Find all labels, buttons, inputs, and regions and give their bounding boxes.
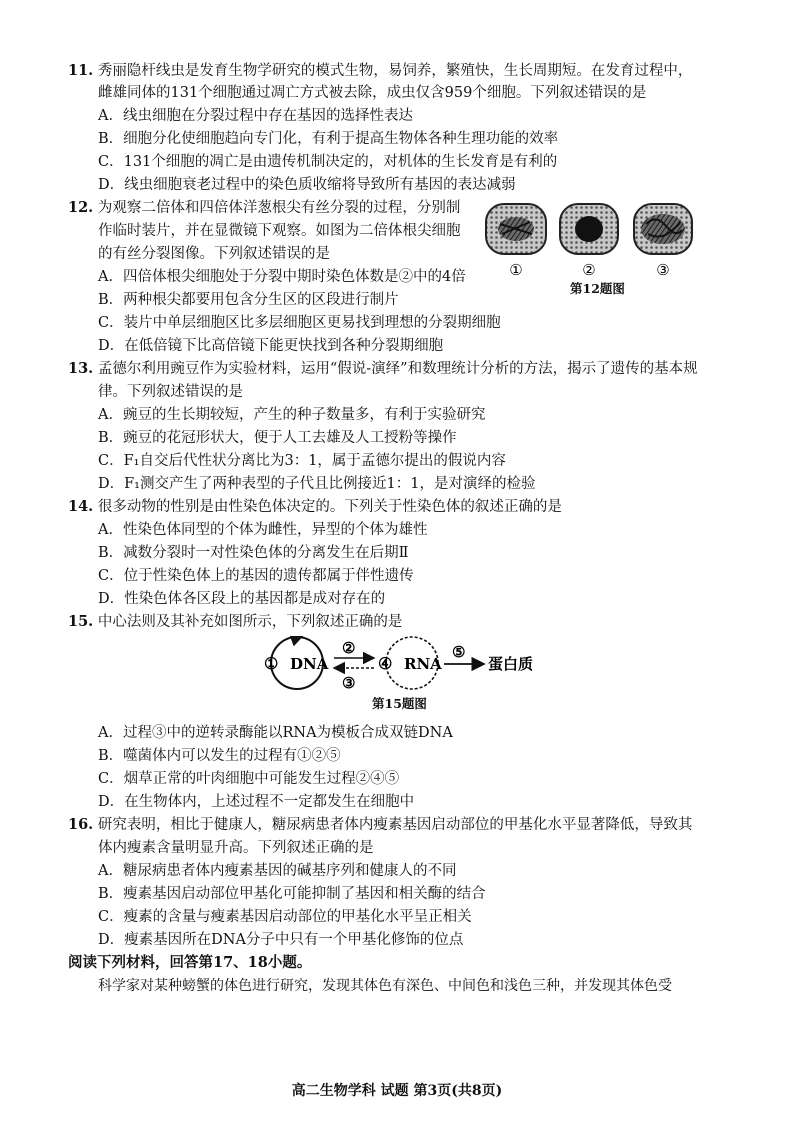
- central-dogma-diagram: [252, 636, 552, 694]
- rna-label: RNA: [404, 655, 442, 673]
- q12-option-c[interactable]: C．装片中单层细胞区比多层细胞区更易找到理想的分裂期细胞: [98, 315, 501, 331]
- q12-stem-cont1: 作临时装片，并在显微镜下观察。如图为二倍体根尖细胞: [98, 223, 461, 239]
- q11-stem-cont: 雌雄同体的131个细胞通过凋亡方式被去除，成虫仅含959个细胞。下列叙述错误的是: [98, 85, 647, 101]
- cell-image-2: [560, 204, 618, 254]
- q13-option-c[interactable]: C．F₁自交后代性状分离比为3：1，属于孟德尔提出的假说内容: [98, 453, 506, 469]
- process-5-label: ⑤: [452, 643, 466, 661]
- page-footer: 高二生物学科 试题 第3页(共8页): [291, 1083, 503, 1099]
- q12-option-a[interactable]: A．四倍体根尖细胞处于分裂中期时染色体数是②中的4倍: [98, 269, 466, 285]
- process-4-label: ④: [378, 654, 393, 673]
- q11-option-c[interactable]: C．131个细胞的凋亡是由遗传机制决定的，对机体的生长发育是有利的: [98, 154, 558, 170]
- cell-label-3: ③: [656, 261, 670, 279]
- q11-option-d[interactable]: D．线虫细胞衰老过程中的染色质收缩将导致所有基因的表达减弱: [98, 177, 516, 193]
- q14-option-a[interactable]: A．性染色体同型的个体为雌性，异型的个体为雄性: [98, 522, 428, 538]
- q14-option-d[interactable]: D．性染色体各区段上的基因都是成对存在的: [98, 591, 386, 607]
- q15-option-a[interactable]: A．过程③中的逆转录酶能以RNA为模板合成双链DNA: [98, 725, 453, 741]
- q14-stem: 14. 很多动物的性别是由性染色体决定的。下列关于性染色体的叙述正确的是: [68, 498, 562, 515]
- process-1-label: ①: [264, 654, 279, 673]
- reading-text: 科学家对某种螃蟹的体色进行研究，发现其体色有深色、中间色和浅色三种，并发现其体色受: [98, 978, 672, 994]
- q15-option-b[interactable]: B．噬菌体内可以发生的过程有①②⑤: [98, 748, 341, 764]
- q15-option-d[interactable]: D．在生物体内，上述过程不一定都发生在细胞中: [98, 794, 415, 810]
- q15-stem: 15. 中心法则及其补充如图所示，下列叙述正确的是: [68, 613, 403, 630]
- q14-option-c[interactable]: C．位于性染色体上的基因的遗传都属于伴性遗传: [98, 568, 414, 584]
- q16-option-a[interactable]: A．糖尿病患者体内瘦素基因的碱基序列和健康人的不同: [98, 863, 457, 879]
- q11-option-b[interactable]: B．细胞分化使细胞趋向专门化，有利于提高生物体各种生理功能的效率: [98, 131, 559, 147]
- q15-option-c[interactable]: C．烟草正常的叶肉细胞中可能发生过程②④⑤: [98, 771, 400, 787]
- q13-stem-cont: 律。下列叙述错误的是: [98, 384, 243, 400]
- q14-option-b[interactable]: B．减数分裂时一对性染色体的分离发生在后期Ⅱ: [98, 545, 409, 561]
- q12-stem-cont2: 的有丝分裂图像。下列叙述错误的是: [98, 246, 330, 262]
- q13-option-a[interactable]: A．豌豆的生长期较短，产生的种子数量多，有利于实验研究: [98, 407, 486, 423]
- process-3-label: ③: [342, 674, 356, 692]
- q13-option-b[interactable]: B．豌豆的花冠形状大，便于人工去雄及人工授粉等操作: [98, 430, 457, 446]
- q15-caption: 第15题图: [372, 696, 427, 711]
- cell-label-2: ②: [582, 261, 596, 279]
- process-2-label: ②: [342, 639, 356, 657]
- q12-stem: 12. 为观察二倍体和四倍体洋葱根尖有丝分裂的过程，分别制: [68, 199, 461, 216]
- q16-stem: 16. 研究表明，相比于健康人，糖尿病患者体内瘦素基因启动部位的甲基化水平显著降低，导致其: [68, 816, 693, 833]
- cell-label-1: ①: [509, 261, 523, 279]
- q16-option-b[interactable]: B．瘦素基因启动部位甲基化可能抑制了基因和相关酶的结合: [98, 886, 486, 902]
- reading-heading: 阅读下列材料，回答第17、18小题。: [68, 954, 312, 971]
- q12-option-d[interactable]: D．在低倍镜下比高倍镜下能更快找到各种分裂期细胞: [98, 338, 444, 354]
- q16-option-d[interactable]: D．瘦素基因所在DNA分子中只有一个甲基化修饰的位点: [98, 932, 464, 948]
- q16-option-c[interactable]: C．瘦素的含量与瘦素基因启动部位的甲基化水平呈正相关: [98, 909, 472, 925]
- q16-stem-cont: 体内瘦素含量明显升高。下列叙述正确的是: [98, 840, 374, 856]
- q13-option-d[interactable]: D．F₁测交产生了两种表型的子代且比例接近1：1，是对演绎的检验: [98, 476, 536, 492]
- dna-label: DNA: [290, 655, 329, 673]
- cell-image-3: [634, 204, 692, 254]
- protein-label: 蛋白质: [488, 655, 534, 673]
- q12-option-b[interactable]: B．两种根尖都要用包含分生区的区段进行制片: [98, 292, 399, 308]
- cell-image-1: [486, 204, 546, 254]
- q12-caption: 第12题图: [570, 281, 625, 296]
- q13-stem: 13. 孟德尔利用豌豆作为实验材料，运用“假说-演绎”和数理统计分析的方法，揭示了遗传的基本规: [68, 360, 698, 377]
- q11-stem: 11. 秀丽隐杆线虫是发育生物学研究的模式生物，易饲养，繁殖快，生长周期短。在发育过程中，: [68, 62, 693, 79]
- q11-option-a[interactable]: A．线虫细胞在分裂过程中存在基因的选择性表达: [98, 108, 413, 124]
